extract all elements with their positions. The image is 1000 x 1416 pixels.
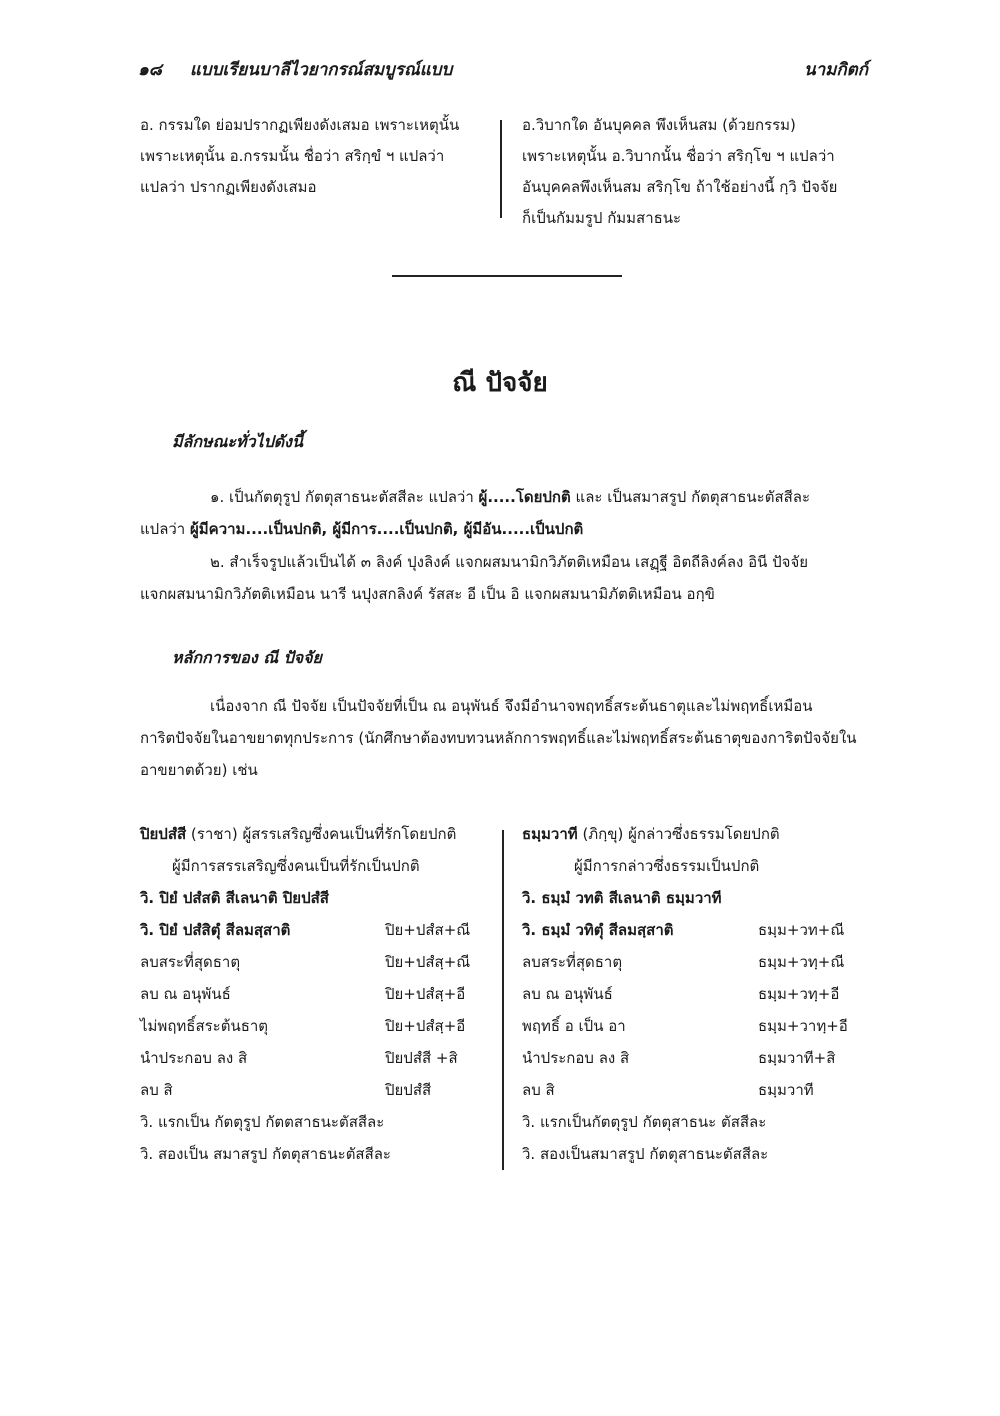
vigraha-text: วิ. ธมฺมํ วทติ สีเลนาติ ธมฺมวาที — [522, 889, 722, 907]
step-label: ลบสระที่สุดธาตุ — [522, 953, 623, 971]
text-segment: และ เป็นสมาสรูป กัตตุสาธนะตัสสีละ — [570, 488, 810, 506]
text-line: เพราะเหตุนั้น อ.กรรมนั้น ชื่อว่า สริกฺขํ ฯ แปลว่า — [140, 147, 445, 165]
bold-segment: ผู้มีความ....เป็นปกติ, ผู้มีการ....เป็นปกติ, ผู้มีอัน.....เป็นปกติ — [190, 520, 584, 538]
derivation-step — [140, 1010, 480, 1042]
derivation-step — [522, 1074, 867, 1106]
principle-paragraph — [140, 690, 865, 786]
vigraha-text: วิ. ธมฺมํ วทิตุํ สีลมสฺสาติ — [522, 921, 674, 939]
example-note: วิ. แรกเป็นกัตตุรูป กัตตุสาธนะ ตัสสีละ — [522, 1113, 767, 1131]
derivation-step — [140, 1042, 480, 1074]
step-label: ลบ ณ อนุพันธ์ — [522, 985, 613, 1003]
derivation-step — [140, 1074, 480, 1106]
example-word: ธมฺมวาที — [522, 825, 578, 843]
section-title: นามกิตก์ — [804, 60, 868, 80]
text-line: ๒. สำเร็จรูปแล้วเป็นได้ ๓ ลิงค์ ปุงลิงค์ แจกผสมนามิกวิภัตติเหมือน เสฏฺฐี อิตถีลิงค์ลง อินี ปัจจัย — [210, 553, 809, 571]
text-line: เพราะเหตุนั้น อ.วิบากนั้น ชื่อว่า สริกฺโข ฯ แปลว่า — [522, 147, 835, 165]
text-line: เนื่องจาก ณี ปัจจัย เป็นปัจจัยที่เป็น ณ อนุพันธ์ จึงมีอำนาจพฤทธิ์สระต้นธาตุและไม่พฤทธิ์เหมือน — [210, 697, 813, 715]
example-left — [140, 818, 480, 1170]
derivation-step — [140, 978, 480, 1010]
derivation-form: ธมฺมวาที+สิ — [758, 1049, 836, 1067]
derivation-step — [140, 946, 480, 978]
page-header-left — [138, 56, 452, 83]
derivation-step — [522, 1042, 867, 1074]
point-one — [140, 481, 865, 545]
vigraha-text: วิ. ปิยํ ปสํสิตุํ สีลมสฺสาติ — [140, 921, 291, 939]
text-segment: แปลว่า — [140, 520, 190, 538]
text-line: การิตปัจจัยในอาขยาตทุกประการ (นักศึกษาต้องทบทวนหลักการพฤทธิ์และไม่พฤทธิ์สระต้นธาตุของการิตปัจจัยใน — [140, 729, 857, 747]
example-headword-line — [140, 818, 480, 850]
derivation-form: ปิยปสํสี +สิ — [385, 1049, 458, 1067]
example-right — [522, 818, 867, 1170]
text-line — [140, 481, 865, 513]
example-note: วิ. สองเป็นสมาสรูป กัตตุสาธนะตัสสีละ — [522, 1145, 769, 1163]
column-divider — [502, 830, 504, 1170]
derivation-form: ธมฺม+วทฺ+อี — [758, 985, 840, 1003]
example-note: วิ. สองเป็น สมาสรูป กัตตุสาธนะตัสสีละ — [140, 1145, 391, 1163]
step-label: นำประกอบ ลง สิ — [140, 1049, 248, 1067]
example-gloss-line: ผู้มีการกล่าวซึ่งธรรมเป็นปกติ — [574, 857, 760, 875]
chapter-title: ณี ปัจจัย — [452, 368, 548, 398]
text-line: อาขยาตด้วย) เช่น — [140, 761, 258, 779]
text-segment: ๑. เป็นกัตตุรูป กัตตุสาธนะตัสสีละ แปลว่า — [210, 488, 479, 506]
example-gloss: (ภิกฺขุ) ผู้กล่าวซึ่งธรรมโดยปกติ — [577, 825, 780, 843]
vigraha-text: วิ. ปิยํ ปสํสติ สีเลนาติ ปิยปสํสี — [140, 889, 329, 907]
step-label: นำประกอบ ลง สิ — [522, 1049, 630, 1067]
text-line — [140, 513, 865, 545]
vigraha-line — [522, 882, 867, 914]
text-line: อ. กรรมใด ย่อมปรากฏเพียงดังเสมอ เพราะเหตุนั้น — [140, 116, 460, 134]
heading-principles: หลักการของ ณี ปัจจัย — [172, 648, 322, 667]
bold-segment: ผู้.....โดยปกติ — [478, 488, 571, 506]
example-headword-line — [522, 818, 867, 850]
derivation-form: ธมฺม+วท+ณี — [758, 921, 845, 939]
vigraha-line — [140, 882, 480, 914]
text-line: อ.วิบากใด อันบุคคล พึงเห็นสม (ด้วยกรรม) — [522, 116, 796, 134]
text-line: แปลว่า ปรากฏเพียงดังเสมอ — [140, 178, 317, 196]
step-label: ไม่พฤทธิ์สระต้นธาตุ — [140, 1017, 269, 1035]
derivation-step — [522, 1010, 867, 1042]
top-left-column — [140, 110, 500, 203]
heading-general-characteristics: มีลักษณะทั่วไปดังนี้ — [172, 432, 303, 451]
section-divider — [392, 275, 622, 277]
step-label: ลบ ณ อนุพันธ์ — [140, 985, 231, 1003]
step-label: ลบสระที่สุดธาตุ — [140, 953, 241, 971]
derivation-step — [522, 946, 867, 978]
step-label: ลบ สิ — [140, 1081, 173, 1099]
text-line: อันบุคคลพึงเห็นสม สริกฺโข ถ้าใช้อย่างนี้ กฺวิ ปัจจัย — [522, 178, 838, 196]
example-gloss: (ราชา) ผู้สรรเสริญซึ่งคนเป็นที่รักโดยปกติ — [186, 825, 457, 843]
column-divider — [500, 120, 502, 218]
text-line: ก็เป็นกัมมรูป กัมมสาธนะ — [522, 209, 682, 227]
vigraha-line — [522, 914, 867, 946]
derivation-form: ปิย+ปสํส+ณี — [385, 921, 471, 939]
derivation-form: ปิย+ปสํสฺ+ณี — [385, 953, 471, 971]
vigraha-line — [140, 914, 480, 946]
point-two — [140, 546, 865, 610]
derivation-form: ปิย+ปสํสฺ+อี — [385, 985, 466, 1003]
text-line: แจกผสมนามิกวิภัตติเหมือน นารี นปุงสกลิงค์ รัสสะ อี เป็น อิ แจกผสมนามิภัตติเหมือน อกฺขิ — [140, 585, 715, 603]
example-note: วิ. แรกเป็น กัตตุรูป กัตตสาธนะตัสสีละ — [140, 1113, 385, 1131]
derivation-form: ปิยปสํสี — [385, 1081, 432, 1099]
top-right-column — [522, 110, 882, 234]
derivation-step — [522, 978, 867, 1010]
derivation-form: ธมฺม+วาทฺ+อี — [758, 1017, 848, 1035]
example-gloss-line: ผู้มีการสรรเสริญซึ่งคนเป็นที่รักเป็นปกติ — [172, 857, 420, 875]
step-label: ลบ สิ — [522, 1081, 555, 1099]
book-title: แบบเรียนบาลีไวยากรณ์สมบูรณ์แบบ — [189, 60, 453, 80]
derivation-form: ธมฺมวาที — [758, 1081, 814, 1099]
example-word: ปิยปสํสี — [140, 825, 187, 843]
step-label: พฤทธิ์ อ เป็น อา — [522, 1017, 626, 1035]
page-number: ๑๘ — [138, 60, 162, 80]
derivation-form: ธมฺม+วทฺ+ณี — [758, 953, 845, 971]
derivation-form: ปิย+ปสํสฺ+อี — [385, 1017, 466, 1035]
